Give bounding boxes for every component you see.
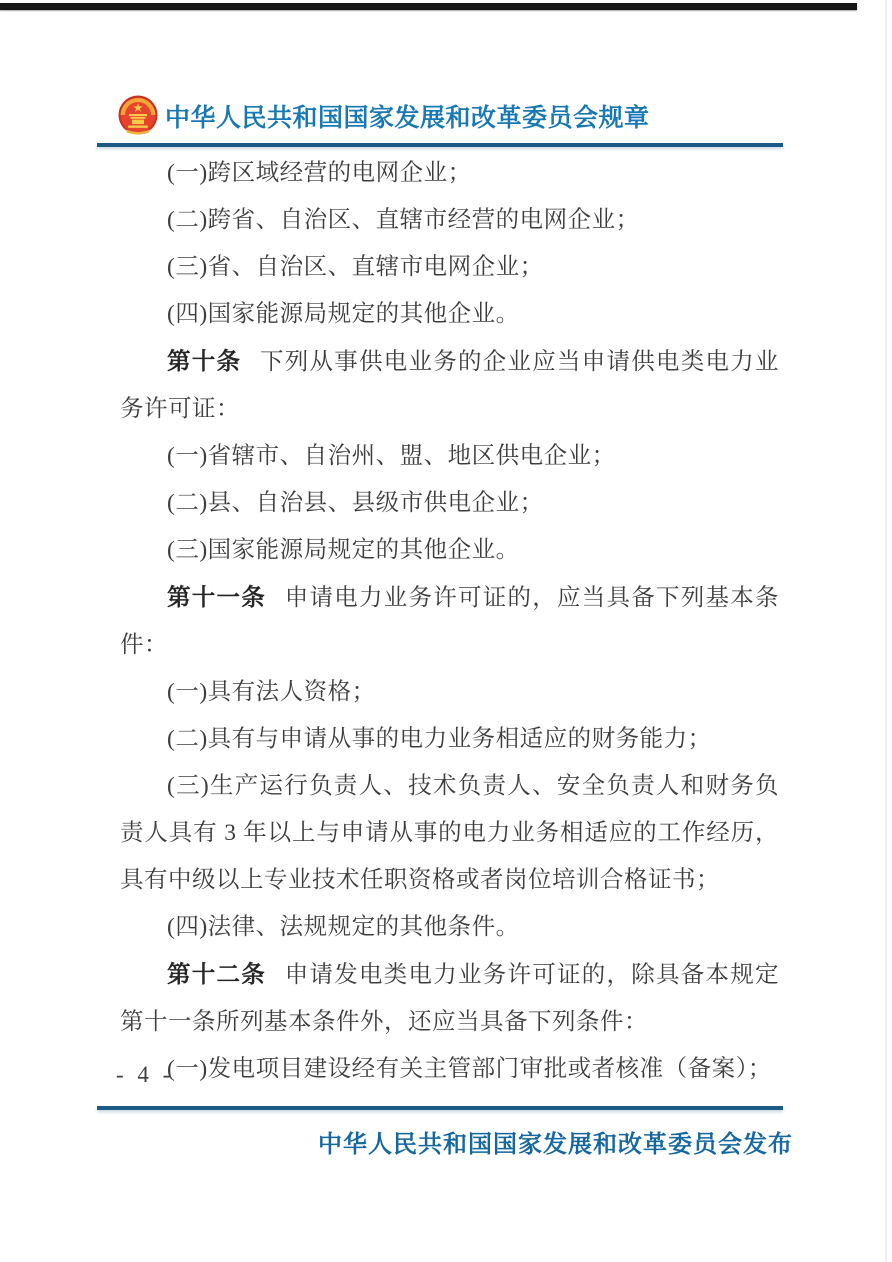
article-paragraph bbox=[120, 951, 779, 1046]
page-number: - 4 - bbox=[116, 1062, 175, 1087]
list-item-paragraph bbox=[120, 244, 779, 291]
scan-artifact-top-bar bbox=[0, 3, 857, 10]
paragraph-text: (一)跨区域经营的电网企业； bbox=[167, 160, 472, 186]
article-number-label: 第十一条 bbox=[167, 584, 266, 610]
header-rule bbox=[97, 143, 783, 147]
list-item-paragraph bbox=[120, 433, 779, 480]
page-header bbox=[118, 92, 650, 140]
paragraph-text: (四)国家能源局规定的其他企业。 bbox=[167, 301, 520, 327]
footer-rule bbox=[97, 1106, 783, 1110]
list-item-paragraph bbox=[120, 480, 779, 527]
list-item-paragraph bbox=[120, 763, 779, 904]
paragraph-text: (二)县、自治县、县级市供电企业； bbox=[167, 490, 544, 516]
scan-artifact-right-edge bbox=[885, 0, 887, 1262]
paragraph-text: 申请电力业务许可证的，应当具备下列基本条件： bbox=[120, 585, 780, 658]
document-body bbox=[120, 150, 779, 1093]
paragraph-text: (三)国家能源局规定的其他企业。 bbox=[167, 537, 520, 563]
article-number-label: 第十二条 bbox=[167, 961, 266, 987]
list-item-paragraph bbox=[120, 716, 779, 763]
list-item-paragraph bbox=[120, 669, 779, 716]
list-item-paragraph bbox=[120, 291, 779, 338]
list-item-paragraph bbox=[120, 904, 779, 951]
list-item-paragraph bbox=[120, 197, 779, 244]
paragraph-text: (四)法律、法规规定的其他条件。 bbox=[167, 914, 520, 940]
paragraph-text: (一)具有法人资格； bbox=[167, 679, 376, 705]
paragraph-text: 申请发电类电力业务许可证的，除具备本规定第十一条所列基本条件外，还应当具备下列条件： bbox=[120, 962, 780, 1035]
paragraph-text: (三)生产运行负责人、技术负责人、安全负责人和财务负责人具有 3 年以上与申请从事的电力业务相适应的工作经历，具有中级以上专业技术任职资格或者岗位培训合格证书； bbox=[120, 773, 779, 893]
paragraph-text: 下列从事供电业务的企业应当申请供电类电力业务许可证： bbox=[120, 349, 780, 422]
list-item-paragraph bbox=[120, 527, 779, 574]
national-emblem-icon bbox=[118, 94, 158, 138]
paragraph-text: (三)省、自治区、直辖市电网企业； bbox=[167, 254, 544, 280]
article-paragraph bbox=[120, 338, 779, 433]
header-title: 中华人民共和国国家发展和改革委员会规章 bbox=[165, 104, 650, 132]
publisher-line: 中华人民共和国国家发展和改革委员会发布 bbox=[318, 1131, 793, 1158]
article-paragraph bbox=[120, 574, 779, 669]
paragraph-text: (二)具有与申请从事的电力业务相适应的财务能力； bbox=[167, 726, 712, 752]
article-number-label: 第十条 bbox=[167, 348, 242, 374]
paragraph-text: (一)省辖市、自治州、盟、地区供电企业； bbox=[167, 443, 616, 469]
paragraph-text: (一)发电项目建设经有关主管部门审批或者核准（备案）； bbox=[167, 1056, 772, 1082]
list-item-paragraph bbox=[120, 1046, 779, 1093]
paragraph-text: (二)跨省、自治区、直辖市经营的电网企业； bbox=[167, 207, 640, 233]
list-item-paragraph bbox=[120, 150, 779, 197]
